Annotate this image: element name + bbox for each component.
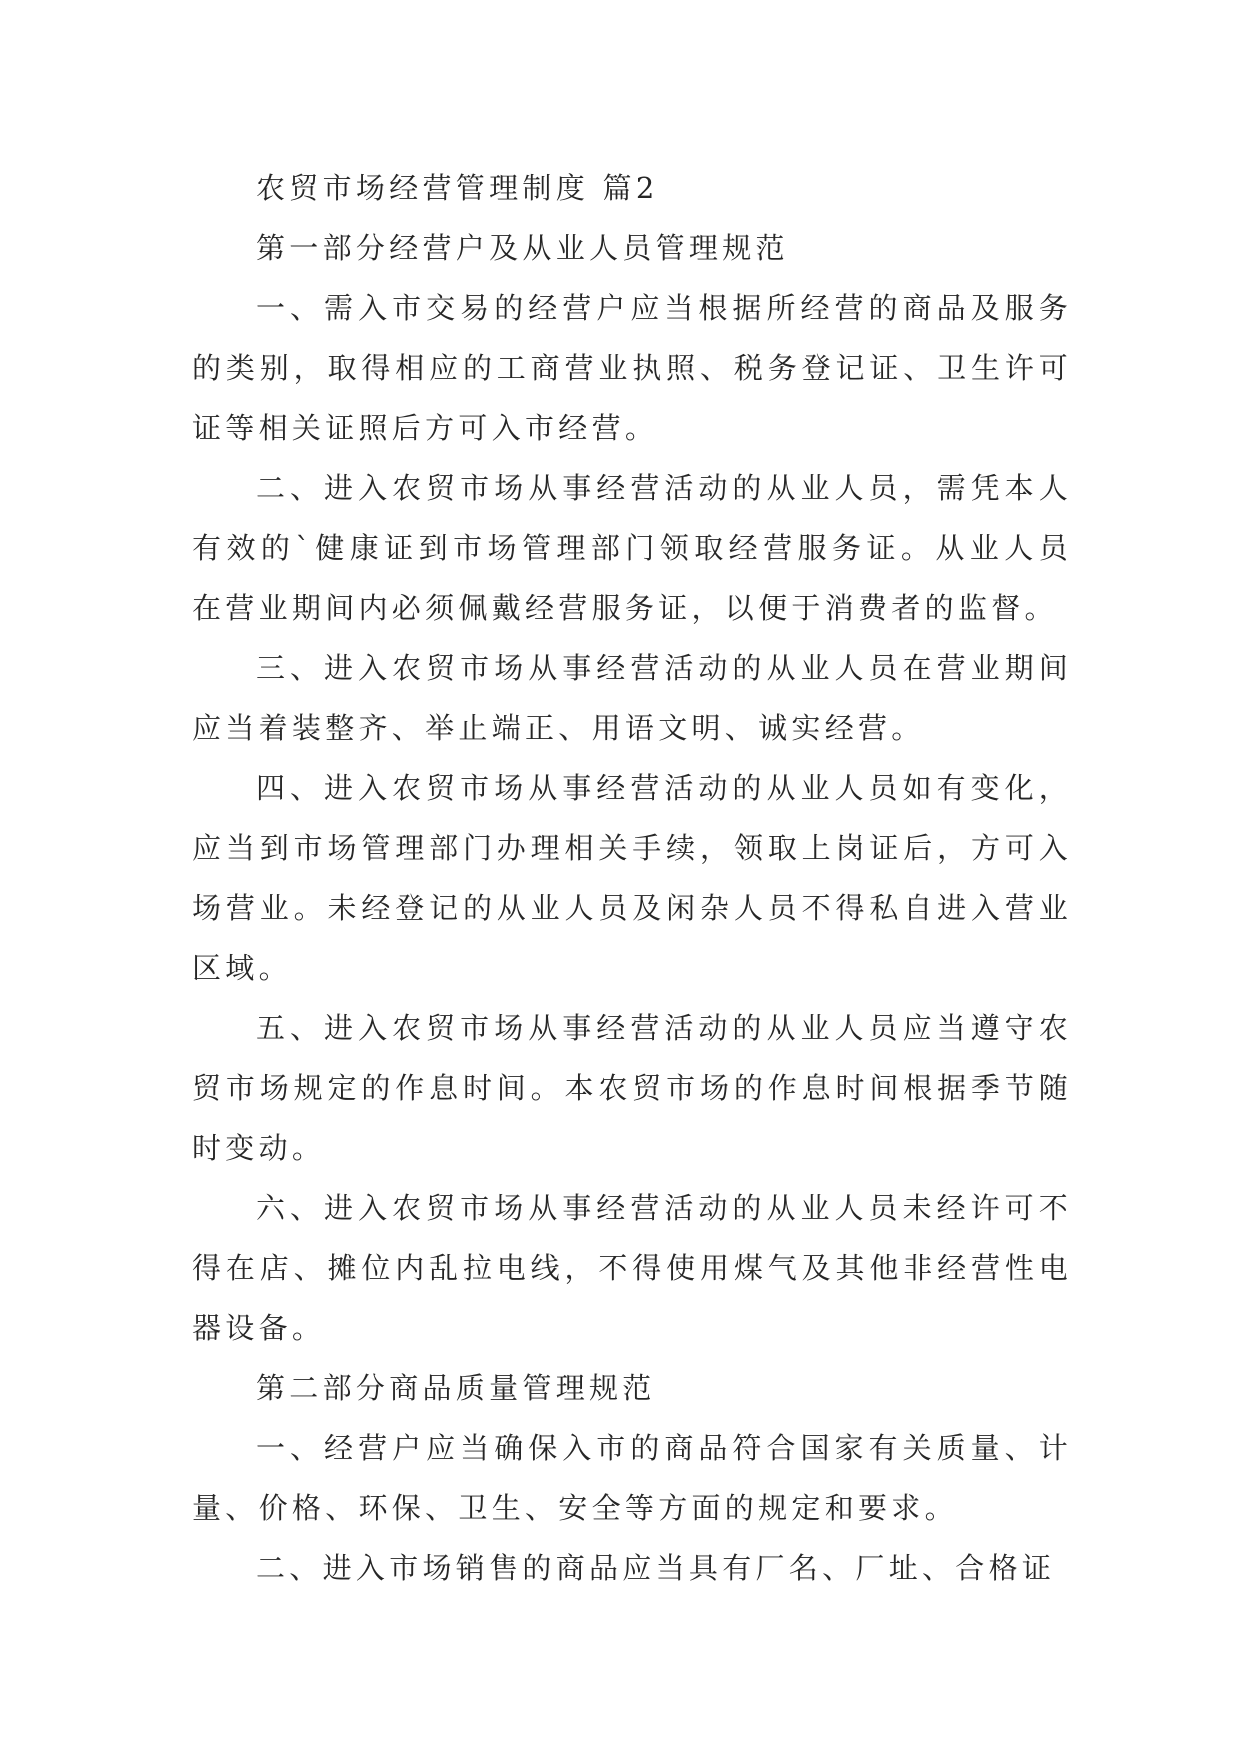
paragraph: 二、进入市场销售的商品应当具有厂名、厂址、合格证 bbox=[256, 1551, 1056, 1585]
document-heading: 农贸市场经营管理制度 篇2 bbox=[256, 171, 659, 205]
section-1-title: 第一部分经营户及从业人员管理规范 bbox=[256, 231, 789, 265]
paragraph: 四、进入农贸市场从事经营活动的从业人员如有变化，应当到市场管理部门办理相关手续，领取上岗证后，方可入场营业。未经登记的从业人员及闲杂人员不得私自进入营业区域。 bbox=[192, 771, 1072, 985]
paragraph: 五、进入农贸市场从事经营活动的从业人员应当遵守农贸市场规定的作息时间。本农贸市场的作息时间根据季节随时变动。 bbox=[192, 1011, 1072, 1165]
paragraph: 一、经营户应当确保入市的商品符合国家有关质量、计量、价格、环保、卫生、安全等方面的规定和要求。 bbox=[192, 1431, 1072, 1525]
document-body bbox=[192, 158, 1072, 1598]
paragraph: 一、需入市交易的经营户应当根据所经营的商品及服务的类别，取得相应的工商营业执照、税务登记证、卫生许可证等相关证照后方可入市经营。 bbox=[192, 291, 1072, 445]
paragraph: 三、进入农贸市场从事经营活动的从业人员在营业期间应当着装整齐、举止端正、用语文明、诚实经营。 bbox=[192, 651, 1072, 745]
paragraph: 二、进入农贸市场从事经营活动的从业人员，需凭本人有效的`健康证到市场管理部门领取经营服务证。从业人员在营业期间内必须佩戴经营服务证，以便于消费者的监督。 bbox=[192, 471, 1072, 625]
paragraph: 六、进入农贸市场从事经营活动的从业人员未经许可不得在店、摊位内乱拉电线，不得使用煤气及其他非经营性电器设备。 bbox=[192, 1191, 1072, 1345]
section-2-title: 第二部分商品质量管理规范 bbox=[256, 1371, 656, 1405]
